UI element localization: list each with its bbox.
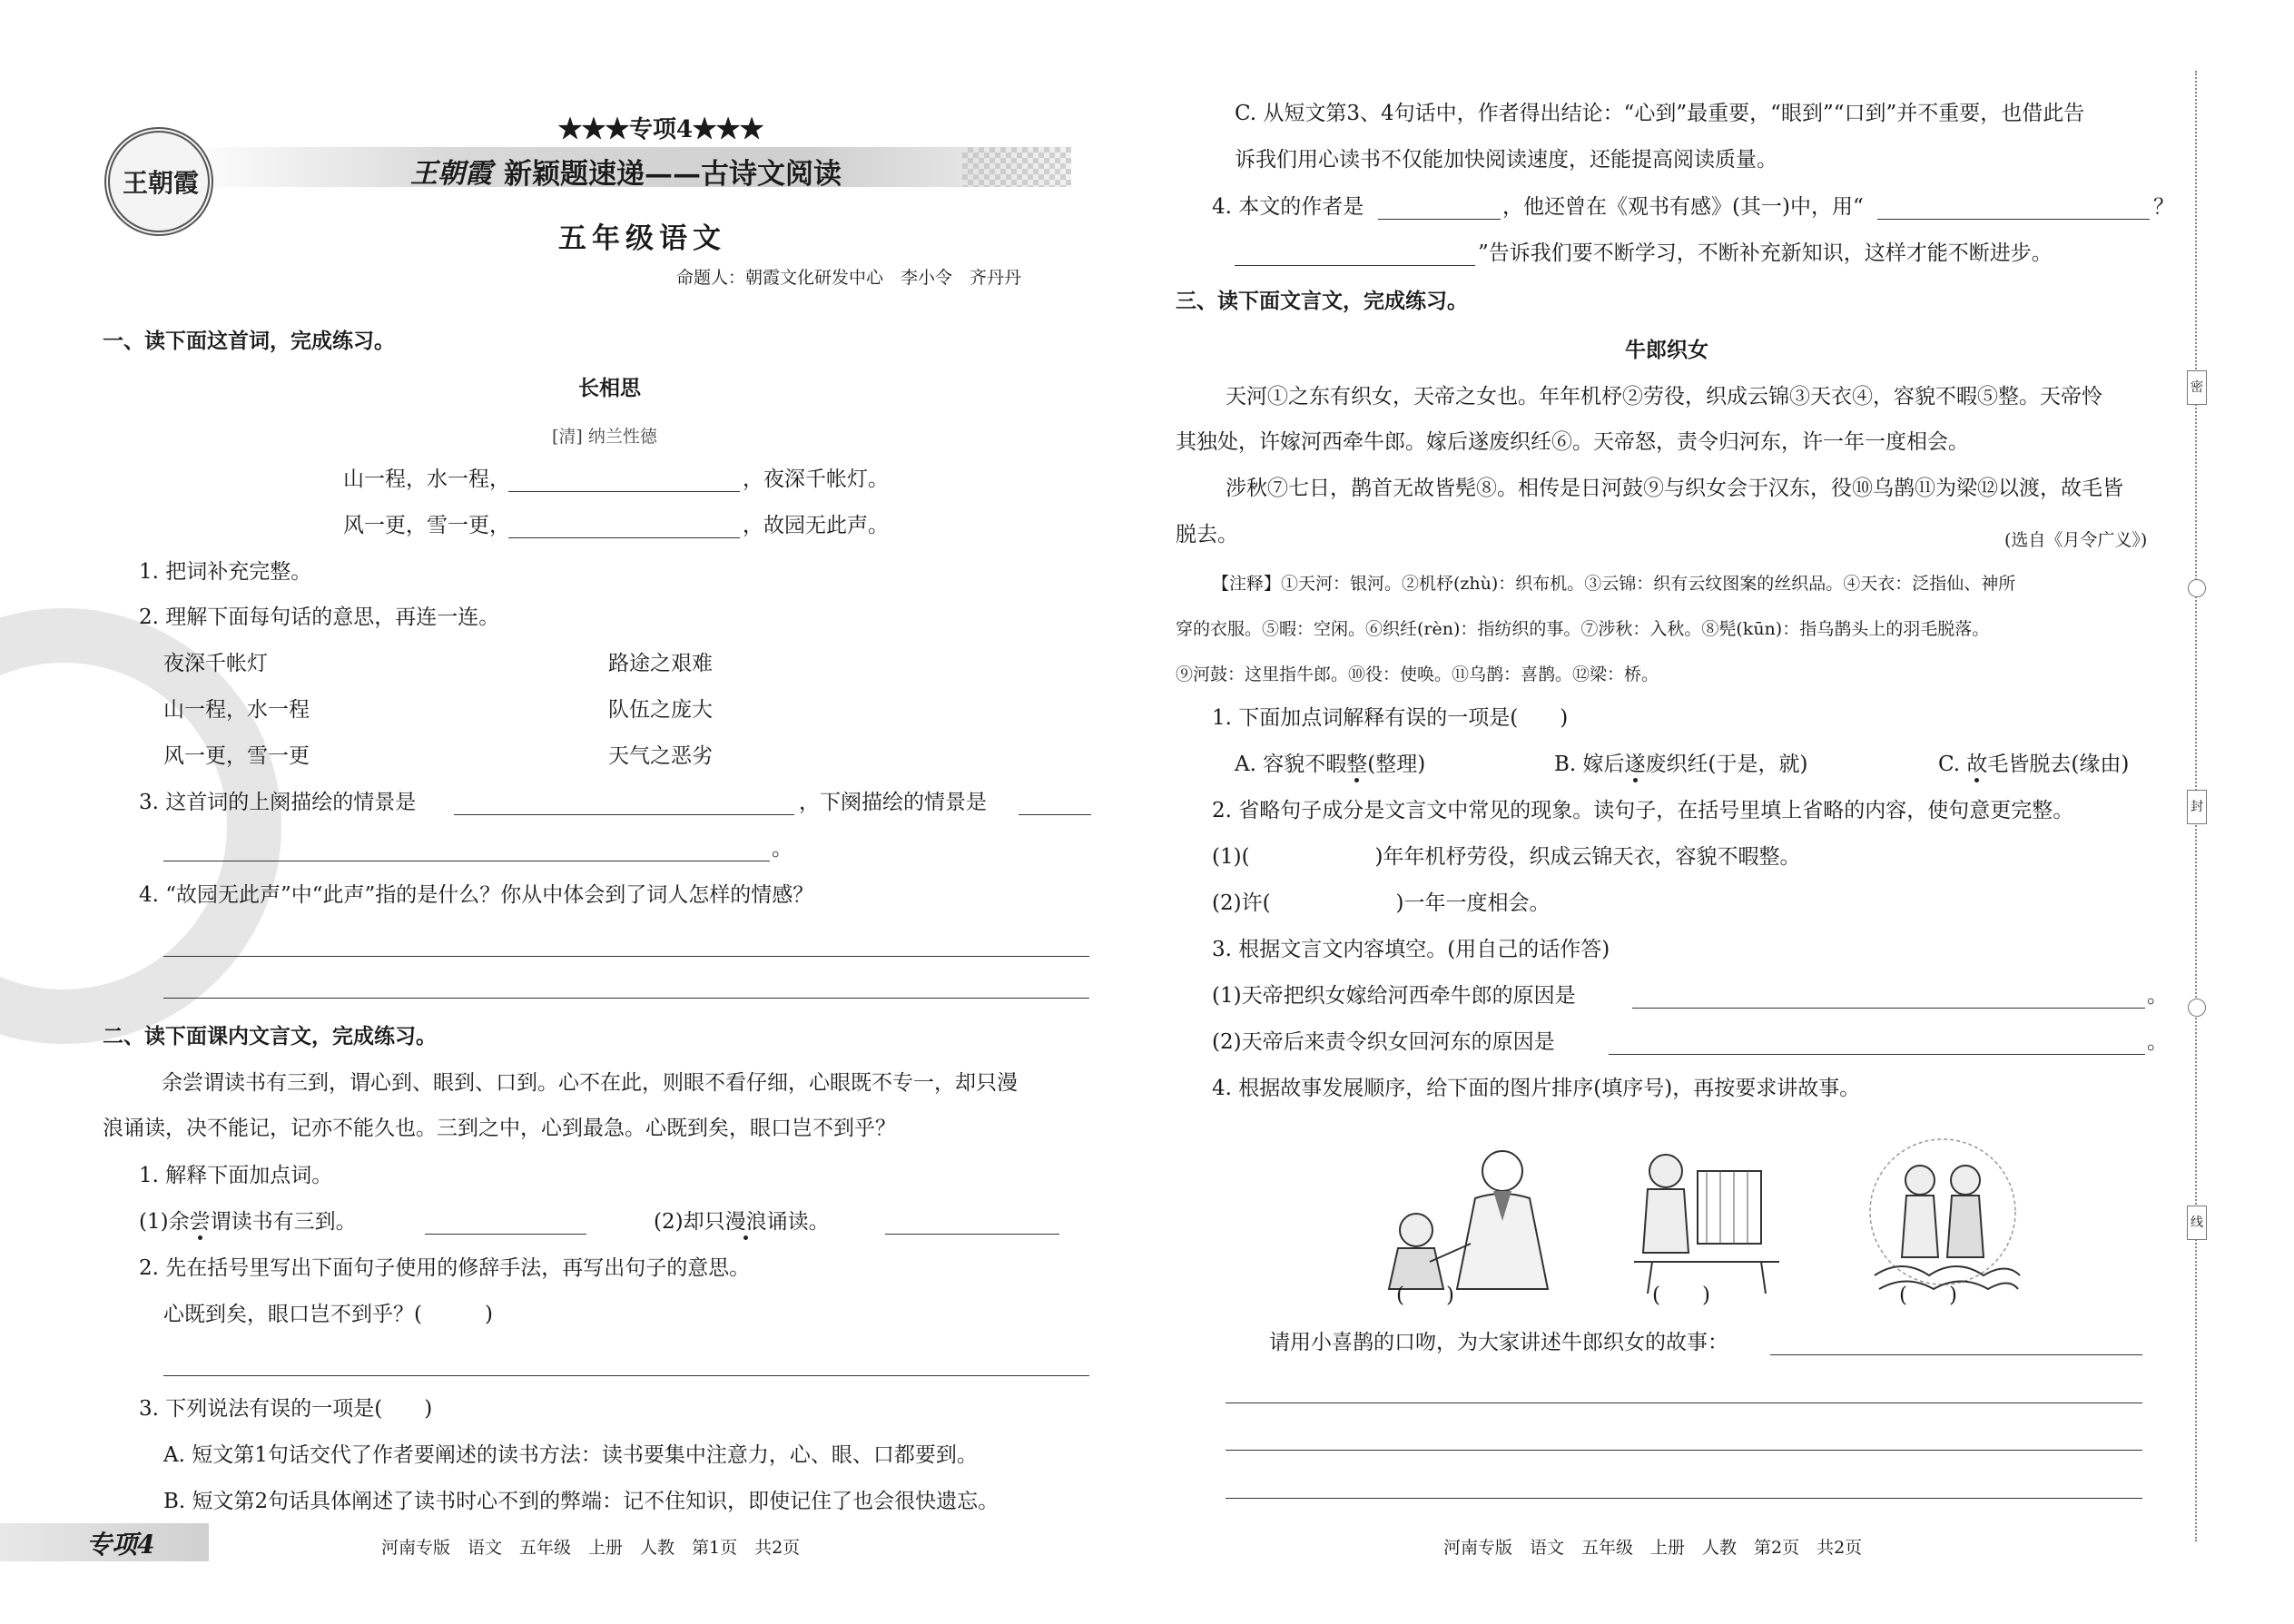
poem-line1-end: ，夜深千帐灯。 — [743, 468, 889, 491]
illustration-emperor-and-weaver — [1366, 1135, 1575, 1298]
s2-q2-sentence: 心既到矣，眼口岂不到乎？( ) — [163, 1303, 493, 1326]
s3-title: 牛郎织女 — [1625, 338, 1708, 362]
s2-q3-option-c-line2: 诉我们用心读书不仅能加快阅读速度，还能提高阅读质量。 — [1235, 148, 1777, 172]
match-right-3[interactable]: 天气之恶劣 — [608, 744, 713, 768]
s2-q1-item1: (1)余尝谓读书有三到。 — [139, 1210, 357, 1234]
s2-q3-option-b[interactable]: B. 短文第2句话具体阐述了读书时心不到的弊端：记不住知识，即使记住了也会很快遗忘。 — [163, 1490, 999, 1513]
s2-q1-blank1[interactable] — [425, 1234, 586, 1235]
s2-q3-option-a[interactable]: A. 短文第1句话交代了作者要阐述的读书方法：读书要集中注意力，心、眼、口都要到。 — [163, 1443, 978, 1467]
s3-q3-blank2[interactable] — [1609, 1054, 2145, 1055]
header-pattern — [962, 147, 1071, 187]
logo-text: 王朝霞 — [123, 168, 200, 198]
banner-title: 新颖题速递——古诗文阅读 — [504, 158, 842, 191]
s2-q4-qmark: ？ — [2153, 195, 2174, 219]
topic-label: ★★★专项4★★★ — [558, 116, 764, 143]
brand-inline: 王朝霞 — [410, 158, 492, 190]
match-right-1[interactable]: 路途之艰难 — [608, 652, 713, 675]
s3-q2-item2[interactable]: (2)许( )一年一度相会。 — [1212, 891, 1551, 915]
s3-source: (选自《月令广义》) — [2004, 530, 2148, 550]
subject-title: 五年级语文 — [558, 222, 726, 255]
s1-q3-blank2[interactable] — [1019, 814, 1091, 815]
poem-line2-start: 风一更，雪一更， — [343, 514, 510, 537]
s3-q4: 4. 根据故事发展顺序，给下面的图片排序(填序号)，再按要求讲故事。 — [1212, 1077, 1861, 1100]
binding-label-mi: 密 — [2187, 370, 2207, 405]
illustration-weaving-loom — [1625, 1135, 1788, 1298]
s2-q1: 1. 解释下面加点词。 — [139, 1164, 333, 1187]
s3-passage-p1-line2: 其独处，许嫁河西牵牛郎。嫁后遂废织纴⑥。天帝怒，责令归河东，许一年一度相会。 — [1176, 430, 1969, 454]
s3-q1-option-a[interactable]: A. 容貌不暇整(整理) — [1235, 753, 1426, 776]
story-line-3[interactable] — [1226, 1450, 2142, 1451]
binding-label-xian: 线 — [2187, 1206, 2207, 1240]
match-left-3[interactable]: 风一更，雪一更 — [163, 744, 310, 768]
footer-tab-label: 专项4 — [86, 1530, 155, 1560]
s2-q3: 3. 下列说法有误的一项是( ) — [139, 1397, 433, 1421]
s1-q3-mid: ，下阕描绘的情景是 — [799, 791, 987, 814]
s1-q4-line1[interactable] — [163, 956, 1089, 957]
s3-q3: 3. 根据文言文内容填空。(用自己的话作答) — [1212, 938, 1610, 961]
footer-right-info: 河南专版 语文 五年级 上册 人教 第2页 共2页 — [1443, 1538, 1863, 1558]
s1-q3-end: 。 — [772, 837, 793, 861]
s3-q2-item1[interactable]: (1)( )年年机杼劳役，织成云锦天衣，容貌不暇整。 — [1212, 845, 1801, 869]
s3-q2: 2. 省略句子成分是文言文中常见的现象。读句子，在括号里填上省略的内容，使句意更完整。 — [1212, 799, 2074, 822]
logo-seal — [104, 127, 213, 236]
s3-q3-end2: 。 — [2147, 1030, 2168, 1054]
s2-passage-line2: 浪诵读，决不能记，记亦不能久也。三到之中，心到最急。心既到矣，眼口岂不到乎？ — [103, 1117, 896, 1140]
s2-q4-blank-poem1[interactable] — [1877, 219, 2150, 220]
s1-q4-line2[interactable] — [163, 998, 1089, 999]
section1-heading: 一、读下面这首词，完成练习。 — [103, 329, 395, 353]
s1-q3-blank1[interactable] — [454, 814, 794, 815]
binding-hole-2 — [2188, 999, 2206, 1017]
footer-left-info: 河南专版 语文 五年级 上册 人教 第1页 共2页 — [381, 1538, 801, 1558]
match-left-1[interactable]: 夜深千帐灯 — [163, 652, 268, 675]
picture-order-2[interactable]: ( ) — [1652, 1284, 1710, 1307]
binding-hole-1 — [2188, 579, 2206, 597]
story-line-4[interactable] — [1226, 1498, 2142, 1499]
s2-q4-blank-author[interactable] — [1378, 219, 1501, 220]
illustration-magpie-bridge-meeting — [1856, 1130, 2029, 1303]
s2-q4-blank-poem2[interactable] — [1235, 265, 1475, 266]
section3-heading: 三、读下面文言文，完成练习。 — [1176, 289, 1468, 313]
s2-q1-blank2[interactable] — [885, 1234, 1059, 1235]
section2-heading: 二、读下面课内文言文，完成练习。 — [103, 1024, 437, 1048]
s3-q1-option-c[interactable]: C. 故毛皆脱去(缘由) — [1938, 753, 2130, 776]
poem-line1-blank[interactable] — [508, 491, 740, 492]
s3-notes-line1: 【注释】①天河：银河。②机杼(zhù)：织布机。③云锦：织有云纹图案的丝织品。④天衣：泛指仙、神所 — [1212, 574, 2016, 594]
s2-q3-option-c-line1[interactable]: C. 从短文第3、4句话中，作者得出结论：“心到”最重要，“眼到”“口到”并不重要，也借此告 — [1235, 102, 2085, 125]
poem-line2-blank[interactable] — [508, 537, 740, 538]
s3-q1: 1. 下面加点词解释有误的一项是( ) — [1212, 706, 1569, 730]
s3-q1-option-b[interactable]: B. 嫁后遂废织纴(于是，就) — [1554, 753, 1808, 776]
s1-q1: 1. 把词补充完整。 — [139, 560, 312, 584]
s2-passage-line1: 余尝谓读书有三到，谓心到、眼到、口到。心不在此，则眼不看仔细，心眼既不专一，却只漫 — [162, 1071, 1018, 1095]
poem-line2-end: ，故园无此声。 — [743, 514, 889, 537]
s3-passage-p2-line1: 涉秋⑦七日，鹊首无故皆髡⑧。相传是日河鼓⑨与织女会于汉东，役⑩乌鹊⑪为梁⑫以渡，故毛皆 — [1226, 477, 2123, 500]
binding-label-feng: 封 — [2187, 790, 2207, 824]
s2-q2-line[interactable] — [163, 1375, 1089, 1376]
s1-q2: 2. 理解下面每句话的意思，再连一连。 — [139, 605, 500, 629]
s3-q3-item2: (2)天帝后来责令织女回河东的原因是 — [1212, 1030, 1555, 1054]
s2-q1-item2: (2)却只漫浪诵读。 — [654, 1210, 830, 1234]
s2-q4-start: 4. 本文的作者是 — [1212, 195, 1364, 219]
match-left-2[interactable]: 山一程，水一程 — [163, 698, 310, 722]
s1-q3-start: 3. 这首词的上阕描绘的情景是 — [139, 791, 417, 814]
s1-q4: 4. “故园无此声”中“此声”指的是什么？你从中体会到了词人怎样的情感？ — [139, 883, 814, 907]
match-right-2[interactable]: 队伍之庞大 — [608, 698, 713, 722]
s3-q3-end1: 。 — [2147, 984, 2168, 1008]
s3-passage-p2-line2: 脱去。 — [1176, 523, 1238, 546]
s2-q4-mid: ，他还曾在《观书有感》(其一)中，用“ — [1502, 195, 1864, 219]
s3-q3-blank1[interactable] — [1632, 1008, 2145, 1009]
poem-title: 长相思 — [578, 376, 641, 400]
s3-notes-line2: 穿的衣服。⑤暇：空闲。⑥织纴(rèn)：指纺织的事。⑦涉秋：入秋。⑧髡(kūn)：指乌鹊头上的羽毛脱落。 — [1176, 619, 1990, 639]
s3-passage-p1-line1: 天河①之东有织女，天帝之女也。年年机杼②劳役，织成云锦③天衣④，容貌不暇⑤整。天帝怜 — [1226, 385, 2102, 408]
s3-q3-item1: (1)天帝把织女嫁给河西牵牛郎的原因是 — [1212, 984, 1576, 1008]
picture-order-1[interactable]: ( ) — [1396, 1284, 1454, 1307]
poem-line1-start: 山一程，水一程， — [343, 468, 510, 491]
s2-q2: 2. 先在括号里写出下面句子使用的修辞手法，再写出句子的意思。 — [139, 1256, 751, 1280]
picture-order-3[interactable]: ( ) — [1899, 1284, 1957, 1307]
s2-q4-end: ”告诉我们要不断学习，不断补充新知识，这样才能不断进步。 — [1478, 241, 2053, 265]
s3-story-prompt: 请用小喜鹊的口吻，为大家讲述牛郎织女的故事： — [1269, 1331, 1728, 1354]
story-line-1[interactable] — [1770, 1354, 2142, 1355]
poem-author: [清] 纳兰性德 — [552, 427, 657, 447]
s3-notes-line3: ⑨河鼓：这里指牛郎。⑩役：使唤。⑪乌鹊：喜鹊。⑫梁：桥。 — [1176, 664, 1659, 684]
authors: 命题人：朝霞文化研发中心 李小令 齐丹丹 — [676, 268, 1022, 288]
